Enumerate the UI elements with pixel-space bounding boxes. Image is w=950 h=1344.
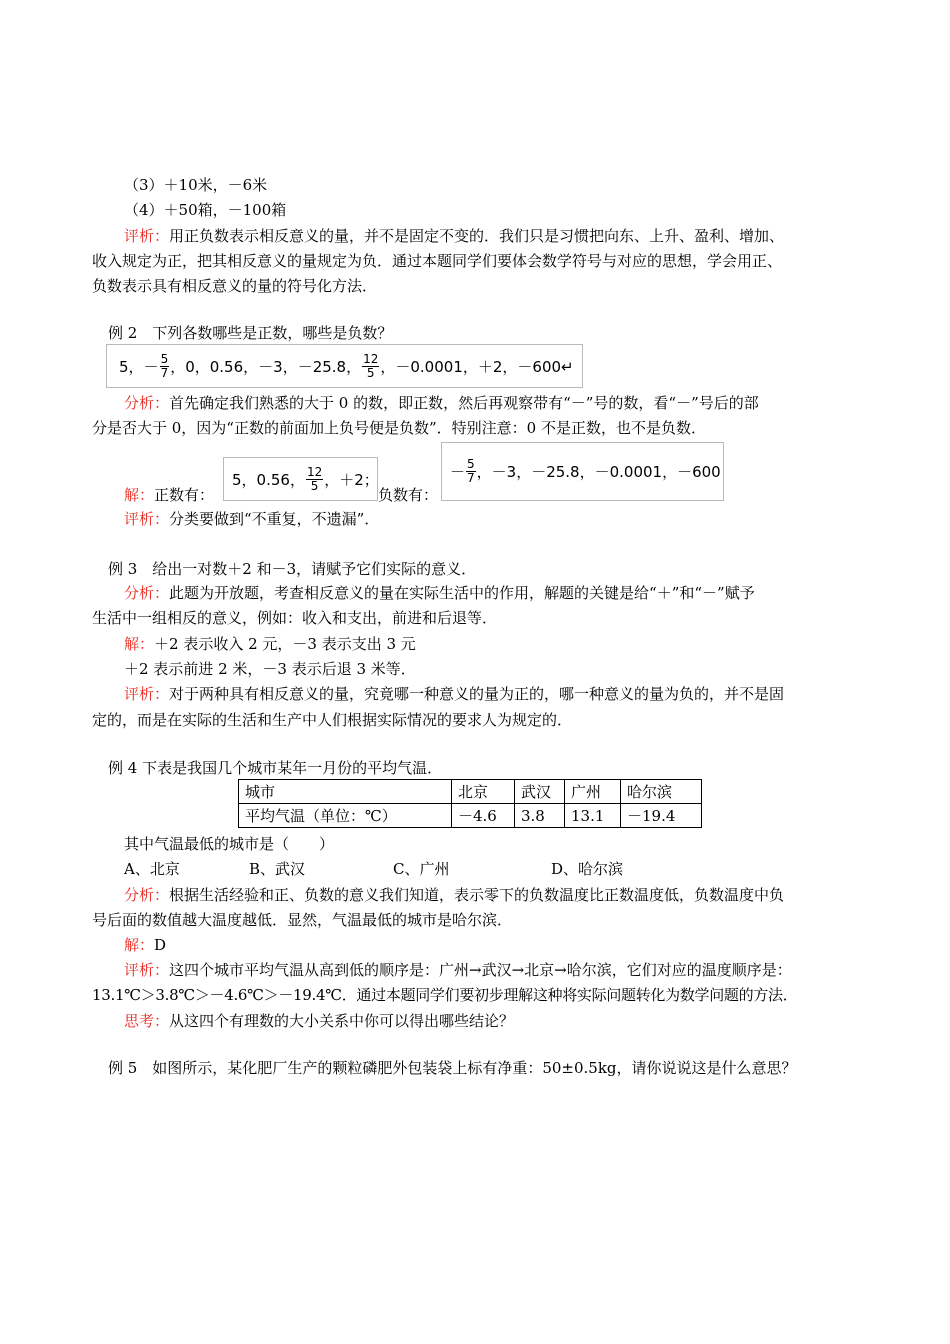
table-cell: 3.8 — [515, 804, 565, 828]
pingxi-1-line-b: 收入规定为正，把其相反意义的量规定为负．通过本题同学们要体会数学符号与对应的思想，学会用正、 — [92, 252, 783, 270]
pingxi-label: 评析： — [124, 227, 170, 245]
jie-answer: D — [154, 936, 167, 954]
positive-numbers-image — [223, 457, 378, 501]
pingxi-3-line-b: 定的，而是在实际的生活和生产中人们根据实际情况的要求人为规定的． — [92, 711, 573, 729]
numerator: 12 — [306, 464, 323, 479]
option-b: B、武汉 — [249, 860, 306, 878]
denominator: 7 — [467, 471, 475, 485]
pingxi-2-line — [124, 509, 379, 529]
example-2-title: 例 2 下列各数哪些是正数，哪些是负数？ — [108, 324, 393, 342]
table-header-row — [239, 780, 702, 804]
fenxi-4-line-a — [124, 885, 784, 905]
pingxi-label: 评析： — [124, 510, 170, 528]
fenxi-text: 此题为开放题，考查相反意义的量在实际生活中的作用，解题的关键是给“＋”和“－”赋予 — [169, 584, 755, 602]
numerator: 5 — [160, 351, 169, 366]
pingxi-1-line-a — [124, 226, 784, 246]
negative-numbers-image — [441, 442, 724, 501]
jie-text: ＋2 表示收入 2 元，－3 表示支出 3 元 — [154, 635, 416, 653]
minus-sign: － — [143, 357, 159, 376]
fenxi-label: 分析： — [124, 886, 170, 904]
temperature-table — [238, 779, 702, 828]
table-cell: 武汉 — [515, 780, 565, 804]
table-cell: 北京 — [452, 780, 515, 804]
fenxi-text: 根据生活经验和正、负数的意义我们知道，表示零下的负数温度比正数温度低，负数温度中负 — [169, 886, 785, 904]
pingxi-text: 分类要做到“不重复，不遗漏”． — [169, 510, 380, 528]
fenxi-4-line-b: 号后面的数值越大温度越低．显然，气温最低的城市是哈尔滨． — [92, 911, 513, 929]
number-text: 5， — [119, 357, 144, 376]
fenxi-3-line-a — [124, 583, 755, 603]
fenxi-2-line-a — [124, 393, 759, 413]
sikao-text: 从这四个有理数的大小关系中你可以得出哪些结论？ — [169, 1012, 515, 1030]
option-a: A、北京 — [124, 860, 180, 878]
jie-3-line-b: ＋2 表示前进 2 米，－3 表示后退 3 米等． — [124, 660, 416, 678]
table-row — [239, 804, 702, 828]
fenxi-2-line-b: 分是否大于 0，因为“正数的前面加上负号便是负数”．特别注意：0 不是正数，也不是负数． — [92, 419, 706, 437]
pingxi-4-line-a — [124, 960, 792, 980]
table-cell: －19.4 — [621, 804, 702, 828]
table-cell: 哈尔滨 — [621, 780, 702, 804]
example-2-numbers-image — [106, 344, 583, 388]
denominator: 5 — [310, 478, 319, 493]
fraction-twelve-fifths — [306, 466, 323, 493]
number-text: ，＋2； — [324, 470, 379, 489]
pingxi-text: 用正负数表示相反意义的量，并不是固定不变的．我们只是习惯把向东、上升、盈利、增加、 — [169, 227, 785, 245]
jie-label: 解： — [124, 936, 155, 954]
jie-label: 解： — [124, 635, 155, 653]
line-3: （3）＋10米，－6米 — [124, 176, 268, 194]
fenxi-text: 首先确定我们熟悉的大于 0 的数，即正数，然后再观察带有“－”号的数，看“－”号后的部 — [169, 394, 759, 412]
negative-label: 负数有： — [378, 486, 439, 504]
numerator: 5 — [467, 457, 475, 471]
table-cell: 13.1 — [565, 804, 621, 828]
pingxi-1-line-c: 负数表示具有相反意义的量的符号化方法． — [92, 277, 378, 295]
option-c: C、广州 — [393, 860, 450, 878]
fraction-five-sevenths — [160, 353, 170, 380]
jie-3-line-a — [124, 634, 416, 654]
sikao-line — [124, 1011, 514, 1031]
pingxi-label: 评析： — [124, 961, 170, 979]
example-3-title: 例 3 给出一对数＋2 和－3，请赋予它们实际的意义． — [108, 560, 477, 578]
pingxi-text: 这四个城市平均气温从高到低的顺序是：广州→武汉→北京→哈尔滨，它们对应的温度顺序是： — [169, 961, 792, 979]
pingxi-label: 评析： — [124, 685, 170, 703]
number-text: 5，0.56， — [232, 470, 305, 489]
line-4: （4）＋50箱，－100箱 — [124, 201, 287, 219]
positive-label: 正数有： — [154, 486, 215, 504]
sikao-label: 思考： — [124, 1012, 170, 1030]
minus-sign: － — [450, 463, 466, 481]
number-text: ，0，0.56，－3，－25.8， — [170, 357, 362, 376]
table-cell: 平均气温（单位：℃） — [239, 804, 452, 828]
jie-label: 解： — [124, 486, 155, 504]
denominator: 7 — [160, 365, 169, 380]
question-4: 其中气温最低的城市是（ ） — [124, 835, 335, 853]
numerator: 12 — [363, 351, 379, 366]
denominator: 5 — [366, 365, 375, 380]
pingxi-4-line-b: 13.1℃＞3.8℃＞－4.6℃＞－19.4℃．通过本题同学们要初步理解这种将实际问题转化为数学问题的方法． — [92, 986, 798, 1004]
fenxi-label: 分析： — [124, 394, 170, 412]
table-cell: 广州 — [565, 780, 621, 804]
fraction-twelve-fifths — [362, 353, 379, 380]
jie-2-line — [124, 485, 214, 505]
example-5-title: 例 5 如图所示，某化肥厂生产的颗粒磷肥外包装袋上标有净重：50±0.5kg，请你说说这是什么意思？ — [108, 1059, 797, 1077]
example-4-title: 例 4 下表是我国几个城市某年一月份的平均气温． — [108, 759, 443, 777]
table-cell: 城市 — [239, 780, 452, 804]
fenxi-3-line-b: 生活中一组相反的意义，例如：收入和支出，前进和后退等． — [92, 609, 498, 627]
number-text: ，－3，－25.8，－0.0001，－600 — [476, 463, 721, 481]
pingxi-3-line-a — [124, 684, 784, 704]
fenxi-label: 分析： — [124, 584, 170, 602]
number-text: ，－0.0001，＋2，－600↵ — [380, 357, 574, 376]
pingxi-text: 对于两种具有相反意义的量，究竟哪一种意义的量为正的，哪一种意义的量为负的，并不是固 — [169, 685, 785, 703]
jie-4-line — [124, 935, 166, 955]
table-cell: －4.6 — [452, 804, 515, 828]
option-d: D、哈尔滨 — [551, 860, 624, 878]
fraction-five-sevenths — [466, 458, 476, 485]
